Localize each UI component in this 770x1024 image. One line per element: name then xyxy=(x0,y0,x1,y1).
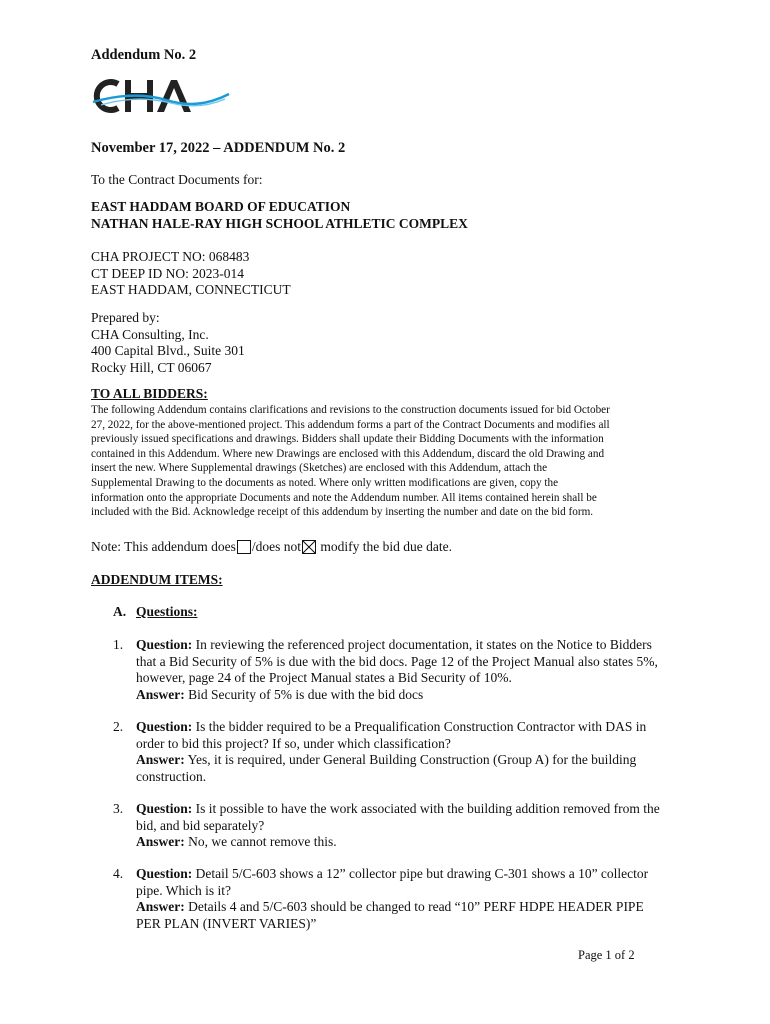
bidders-line: information onto the appropriate Documents and note the Addendum number. All items contained herein shall be xyxy=(91,491,597,504)
bidders-line: 27, 2022, for the above-mentioned project. This addendum forms a part of the Contract Documents and modifies all xyxy=(91,418,610,431)
question-number: 3. xyxy=(113,801,124,816)
question-item xyxy=(113,637,678,703)
owner-line-2: NATHAN HALE-RAY HIGH SCHOOL ATHLETIC COMPLEX xyxy=(91,215,468,231)
checkmark-x-icon xyxy=(303,541,315,553)
project-info-block xyxy=(91,249,291,299)
prepared-label: Prepared by: xyxy=(91,310,160,325)
does-checkbox[interactable] xyxy=(237,540,251,554)
question-label: Question: xyxy=(136,719,193,734)
question-body xyxy=(136,801,678,851)
owner-block xyxy=(91,199,468,232)
section-title: Questions: xyxy=(136,604,198,619)
answer-text: construction. xyxy=(136,768,207,784)
prepared-address-1: 400 Capital Blvd., Suite 301 xyxy=(91,343,245,358)
question-text: that a Bid Security of 5% is due with the bid docs. Page 12 of the Project Manual also states 5%, xyxy=(136,653,658,669)
question-text: however, page 24 of the Project Manual states a Bid Security of 10%. xyxy=(136,670,512,685)
question-body xyxy=(136,719,678,785)
question-label: Question: xyxy=(136,801,193,816)
cha-logo-mark xyxy=(91,72,231,118)
bidders-line: contained in this Addendum. Where new Drawings are enclosed with this Addendum, discard the old Drawing and xyxy=(91,447,605,460)
bidders-line: The following Addendum contains clarifications and revisions to the construction documents issued for bid October xyxy=(91,404,610,416)
answer-text: Bid Security of 5% is due with the bid docs xyxy=(184,686,424,702)
prepared-by-block xyxy=(91,310,245,376)
addendum-items-heading: ADDENDUM ITEMS: xyxy=(91,572,223,587)
question-body xyxy=(136,637,678,703)
addendum-date-line: November 17, 2022 – ADDENDUM No. 2 xyxy=(91,140,346,156)
question-text: Detail 5/C-603 shows a 12” collector pipe but drawing C-301 shows a 10” collector xyxy=(192,866,649,881)
bidders-line: previously issued specifications and drawings. Bidders shall update their Bidding Documents with the information xyxy=(91,433,604,446)
to-all-bidders-heading: TO ALL BIDDERS: xyxy=(91,386,208,401)
deep-id: CT DEEP ID NO: 2023-014 xyxy=(91,265,244,281)
project-location: EAST HADDAM, CONNECTICUT xyxy=(91,282,291,297)
answer-label: Answer: xyxy=(136,899,185,914)
question-item xyxy=(113,866,678,932)
addendum-header-label: Addendum No. 2 xyxy=(91,47,197,63)
question-text: Is it possible to have the work associated with the building addition removed from the xyxy=(192,801,660,816)
cha-logo xyxy=(91,72,231,118)
question-item xyxy=(113,801,678,851)
page-number: Page 1 of 2 xyxy=(578,948,635,962)
answer-text: Yes, it is required, under General Building Construction (Group A) for the building xyxy=(184,752,637,767)
note-suffix: modify the bid due date. xyxy=(316,539,452,554)
question-text: bid, and bid separately? xyxy=(136,817,265,833)
bid-due-date-note xyxy=(91,539,452,556)
section-a-heading xyxy=(113,604,198,621)
owner-line-1: EAST HADDAM BOARD OF EDUCATION xyxy=(91,199,351,214)
question-text: order to bid this project? If so, under which classification? xyxy=(136,735,451,751)
question-label: Question: xyxy=(136,637,193,652)
question-text: pipe. Which is it? xyxy=(136,882,231,898)
answer-label: Answer: xyxy=(136,834,185,849)
project-number: CHA PROJECT NO: 068483 xyxy=(91,249,250,264)
note-middle: /does not xyxy=(251,539,301,554)
prepared-address-2: Rocky Hill, CT 06067 xyxy=(91,359,212,375)
section-letter: A. xyxy=(113,604,127,619)
question-text: Is the bidder required to be a Prequalification Construction Contractor with DAS in xyxy=(192,719,647,734)
question-number: 1. xyxy=(113,637,124,652)
bidders-paragraph xyxy=(91,403,681,520)
bidders-line: included with the Bid. Acknowledge receipt of this addendum by inserting the number and date on the bid form. xyxy=(91,506,594,519)
answer-text: PER PLAN (INVERT VARIES)” xyxy=(136,915,317,931)
question-number: 4. xyxy=(113,866,124,881)
does-not-checkbox[interactable] xyxy=(302,540,316,554)
bidders-line: insert the new. Where Supplemental drawings (Sketches) are enclosed with this Addendum, attach the xyxy=(91,462,548,475)
to-contract-documents: To the Contract Documents for: xyxy=(91,172,263,187)
note-prefix: Note: This addendum does xyxy=(91,539,236,554)
prepared-company: CHA Consulting, Inc. xyxy=(91,326,209,342)
question-number: 2. xyxy=(113,719,124,734)
answer-text: Details 4 and 5/C-603 should be changed to read “10” PERF HDPE HEADER PIPE xyxy=(184,899,644,914)
question-item xyxy=(113,719,678,785)
answer-label: Answer: xyxy=(136,752,185,767)
question-body xyxy=(136,866,678,932)
answer-label: Answer: xyxy=(136,686,185,702)
answer-text: No, we cannot remove this. xyxy=(184,834,337,849)
question-text: In reviewing the referenced project documentation, it states on the Notice to Bidders xyxy=(192,637,652,652)
question-label: Question: xyxy=(136,866,193,881)
bidders-line: Supplemental Drawing to the documents as noted. Where only written modifications are given, copy the xyxy=(91,476,559,489)
